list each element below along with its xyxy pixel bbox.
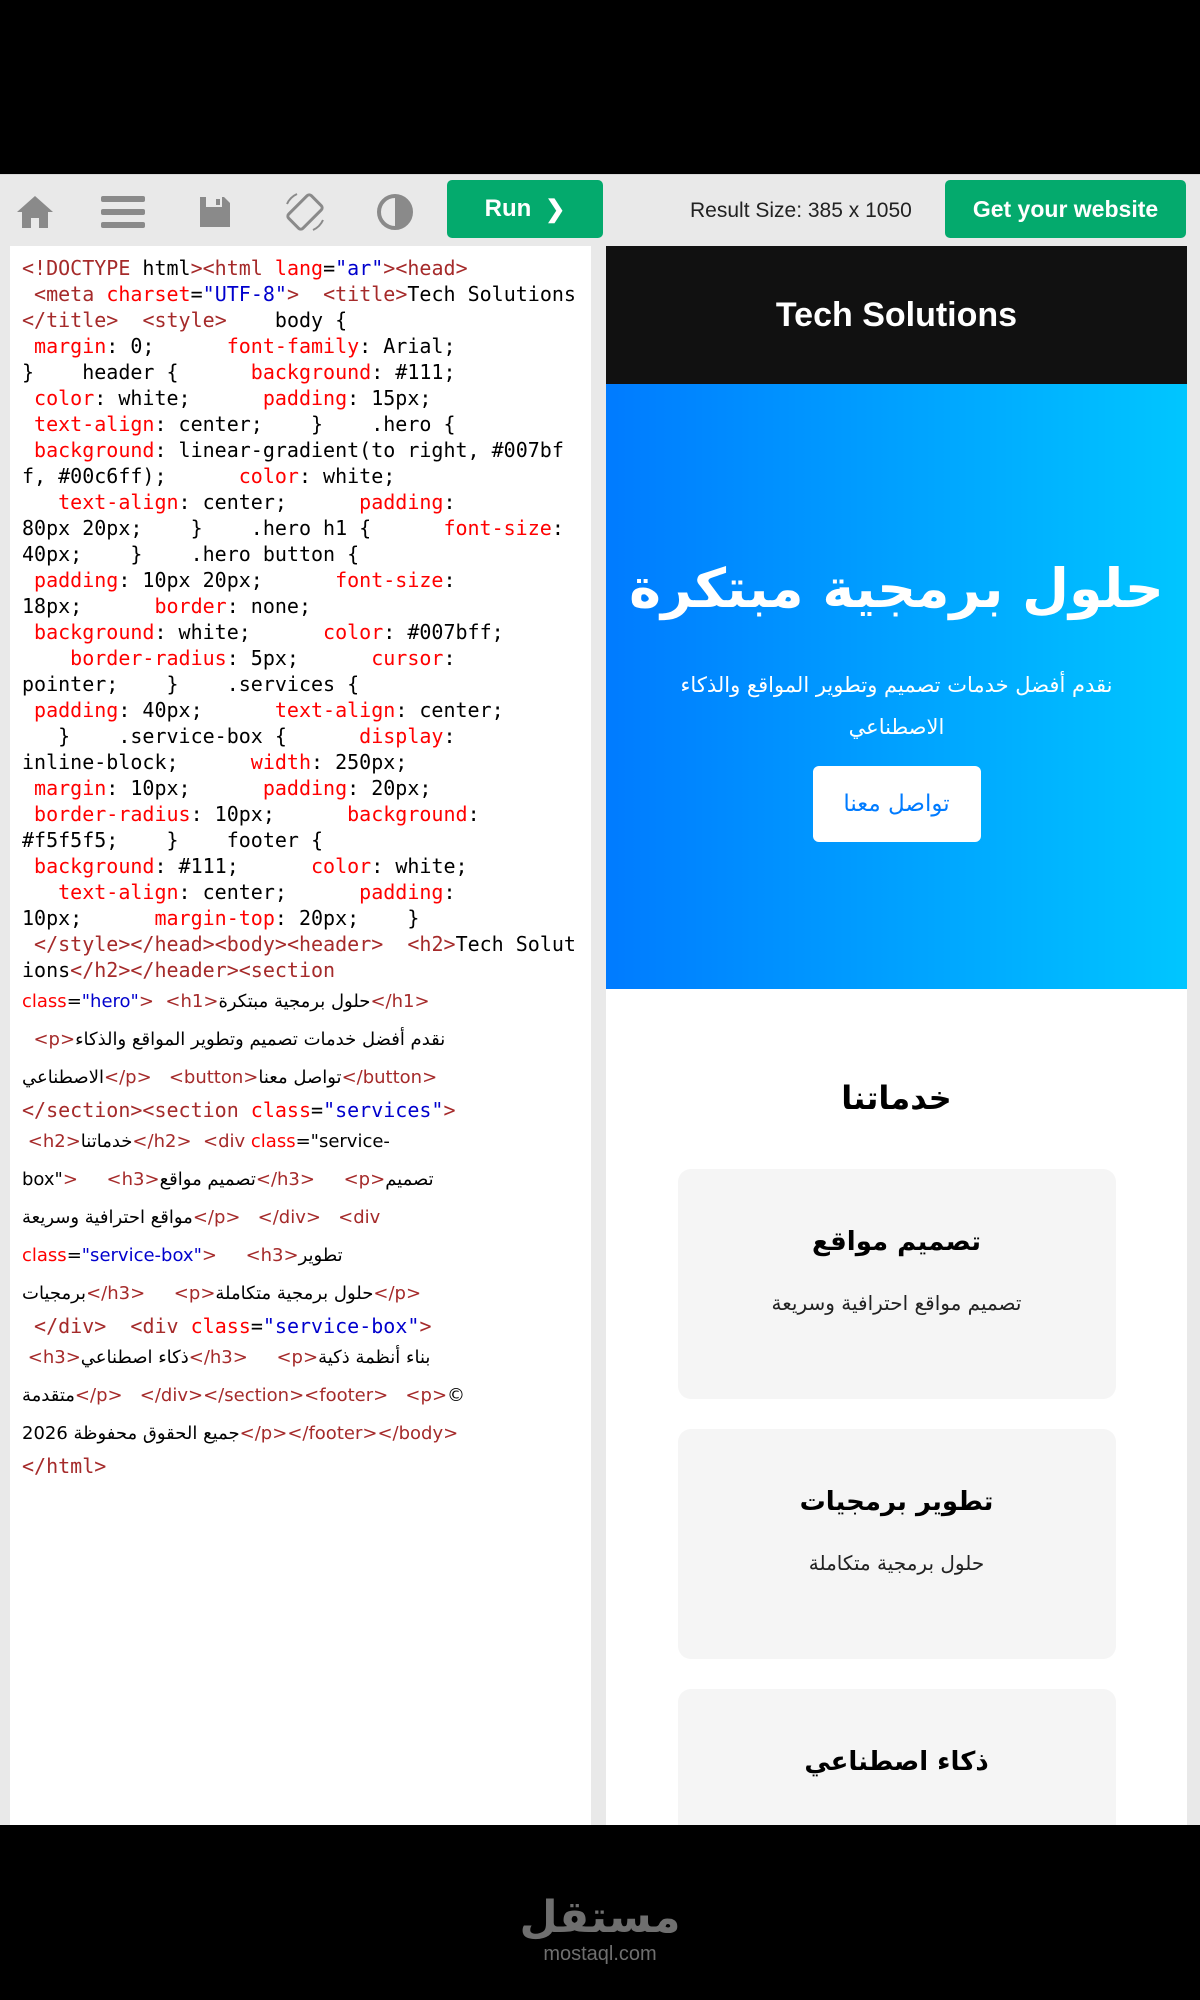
code-line: inline-block; width: 250px; — [22, 750, 408, 774]
code-line: <!DOCTYPE html><html lang="ar"><head> — [22, 256, 468, 280]
preview-header-title: Tech Solutions — [775, 295, 1018, 334]
code-line: pointer; } .services { — [22, 672, 360, 696]
code-line: padding: 40px; text-align: center; — [34, 698, 504, 722]
code-line: برمجيات</h3> <p>حلول برمجية متكاملة</p> — [22, 1283, 422, 1304]
code-line: class="hero"> <h1>حلول برمجية مبتكرة</h1> — [22, 991, 430, 1012]
code-line: class="service-box"> <h3>تطوير — [22, 1245, 343, 1266]
code-line: border-radius: 10px; background: — [34, 802, 480, 826]
code-line: مواقع احترافية وسريعة</p> </div> <div — [22, 1207, 381, 1228]
code-line: background: #111; color: white; — [34, 854, 468, 878]
get-website-button[interactable]: Get your website — [945, 180, 1186, 238]
watermark-arabic: مستقل — [519, 1892, 681, 1943]
code-line: <meta charset="UTF-8"> <title>Tech Solutions</title> <style> body { — [22, 282, 576, 332]
watermark-logo — [0, 1892, 1200, 1966]
services-title: خدماتنا — [841, 1079, 952, 1117]
service-text: حلول برمجية متكاملة — [808, 1551, 985, 1575]
code-line: border-radius: 5px; cursor: — [70, 646, 456, 670]
code-line: متقدمة</p> </div></section><footer> <p>© — [22, 1385, 466, 1406]
service-box — [678, 1169, 1116, 1399]
preview-hero — [606, 384, 1187, 989]
code-line: <h2>خدماتنا</h2> <div class="service- — [27, 1131, 390, 1152]
hero-text: نقدم أفضل خدمات تصميم وتطوير المواقع والذكاء الاصطناعي — [680, 673, 1113, 739]
code-line: <h3>ذكاء اصطناعي</h3> <p>بناء أنظمة ذكية — [27, 1347, 431, 1368]
preview-services — [606, 989, 1187, 1825]
code-line: #f5f5f5; } footer { — [22, 828, 324, 852]
result-size-label: Result Size: 385 x 1050 — [690, 199, 912, 222]
run-button[interactable] — [447, 180, 603, 238]
code-line: </div> <div class="service-box"> — [34, 1314, 432, 1338]
code-line: text-align: center; } .hero { — [34, 412, 456, 436]
contact-button[interactable]: تواصل معنا — [813, 766, 981, 842]
code-line: </html> — [22, 1454, 107, 1478]
hero-title: حلول برمجية مبتكرة — [629, 557, 1164, 620]
run-label: Run — [484, 195, 532, 222]
service-box — [678, 1689, 1116, 1825]
service-title: ذكاء اصطناعي — [804, 1747, 989, 1777]
code-line: 80px 20px; } .hero h1 { font-size: 40px; } .hero button { — [22, 516, 576, 566]
code-line: } header { background: #111; — [22, 360, 456, 384]
code-line: background: white; color: #007bff; — [34, 620, 504, 644]
code-editor[interactable] — [10, 246, 591, 1825]
code-line: background: linear-gradient(to right, #007bff, #00c6ff); color: white; — [22, 438, 564, 488]
code-line: 2026 جميع الحقوق محفوظة</p></footer></body> — [22, 1423, 459, 1444]
code-line: margin: 10px; padding: 20px; — [34, 776, 432, 800]
service-title: تطوير برمجيات — [799, 1487, 994, 1517]
toolbar — [0, 174, 1200, 246]
home-icon[interactable] — [12, 189, 58, 235]
service-title: تصميم مواقع — [812, 1227, 981, 1257]
code-line: text-align: center; padding: — [58, 880, 456, 904]
contrast-icon[interactable] — [372, 189, 418, 235]
code-line: padding: 10px 20px; font-size: — [34, 568, 456, 592]
workspace — [0, 246, 1200, 1825]
code-line: box"> <h3>تصميم مواقع</h3> <p>تصميم — [22, 1169, 434, 1190]
menu-icon[interactable] — [100, 189, 146, 235]
preview-header — [606, 246, 1187, 384]
code-line: 18px; border: none; — [22, 594, 311, 618]
code-line: text-align: center; padding: — [58, 490, 456, 514]
service-box — [678, 1429, 1116, 1659]
code-line: color: white; padding: 15px; — [34, 386, 432, 410]
chevron-right-icon: ❯ — [545, 195, 566, 223]
result-preview — [606, 246, 1187, 1825]
rotate-icon[interactable] — [282, 189, 328, 235]
save-icon[interactable] — [192, 189, 238, 235]
service-text: تصميم مواقع احترافية وسريعة — [771, 1291, 1022, 1315]
code-line: <p>نقدم أفضل خدمات تصميم وتطوير المواقع والذكاء — [33, 1029, 446, 1050]
code-line: </section><section class="services"> — [22, 1098, 456, 1122]
code-line: </style></head><body><header> <h2>Tech Solutions</h2></header><section — [22, 932, 576, 982]
code-line: الاصطناعي</p> <button>تواصل معنا</button> — [22, 1067, 438, 1088]
watermark-latin: mostaql.com — [543, 1943, 657, 1965]
code-line: 10px; margin-top: 20px; } — [22, 906, 420, 930]
top-black-area — [0, 0, 1200, 174]
code-line: } .service-box { display: — [22, 724, 456, 748]
code-line: margin: 0; font-family: Arial; — [34, 334, 456, 358]
